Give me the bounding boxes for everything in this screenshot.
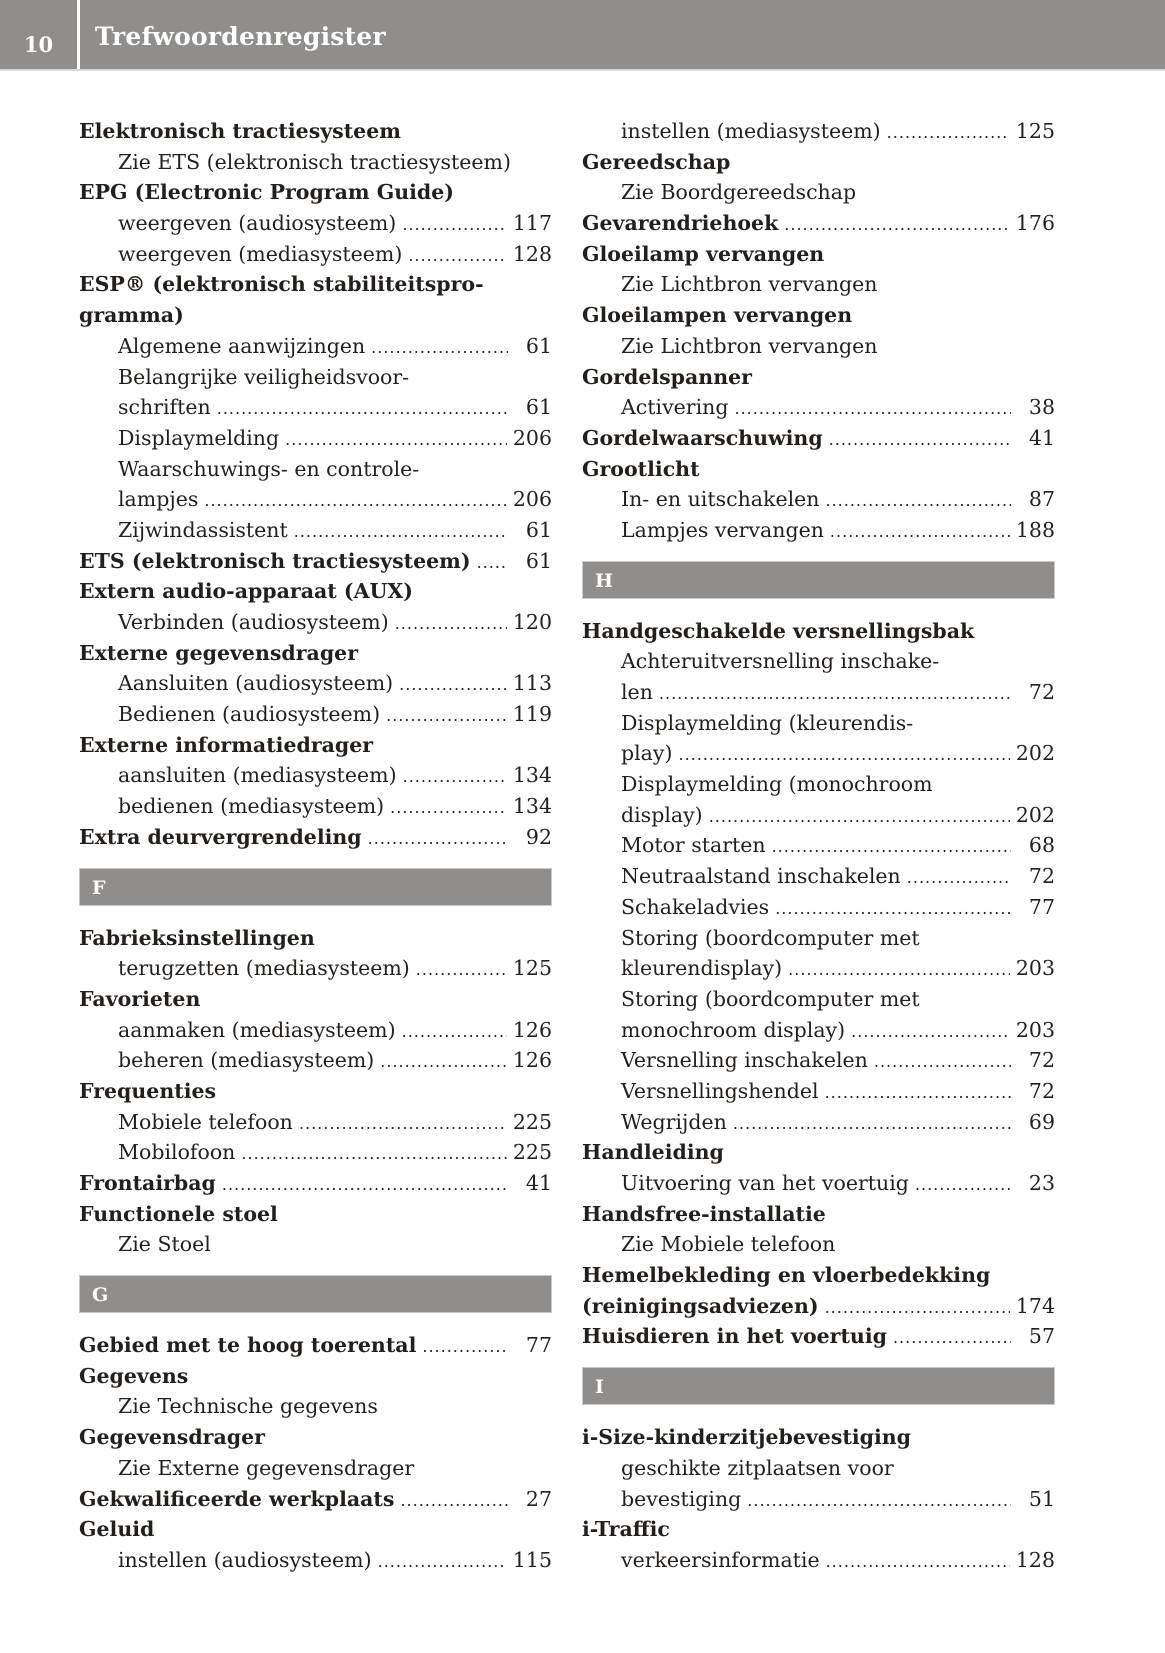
index-subentry (582, 708, 1055, 739)
index-subentry[interactable] (582, 892, 1055, 923)
entry-text: Gloeilampen vervangen (582, 303, 853, 328)
page-reference[interactable]: 203 (1015, 956, 1055, 981)
dot-leader (784, 210, 1010, 241)
index-subentry (582, 646, 1055, 677)
index-entry (79, 984, 552, 1015)
index-subentry[interactable] (582, 1076, 1055, 1107)
index-subentry[interactable] (79, 953, 552, 984)
page-reference[interactable]: 77 (525, 1333, 552, 1358)
index-subentry (79, 147, 552, 178)
section-letter-header: H (582, 561, 1055, 599)
index-subentry (582, 1453, 1055, 1484)
page-reference[interactable]: 176 (1015, 211, 1055, 236)
index-entry[interactable] (582, 423, 1055, 454)
index-entry (582, 239, 1055, 270)
page-reference[interactable]: 87 (1028, 487, 1055, 512)
entry-text: Mobiele telefoon (118, 1109, 293, 1134)
index-subentry[interactable] (582, 1045, 1055, 1076)
index-subentry[interactable] (582, 1484, 1055, 1515)
entry-text: Storing (boordcomputer met (621, 925, 920, 950)
index-entry (79, 730, 552, 761)
dot-leader (733, 1109, 1011, 1140)
dot-leader (390, 793, 507, 824)
page-reference[interactable]: 117 (512, 211, 552, 236)
index-subentry[interactable] (582, 1107, 1055, 1138)
entry-text: Hemelbekleding en vloerbedekking (582, 1263, 991, 1288)
index-entry (79, 177, 552, 208)
entry-text: len (621, 680, 653, 704)
entry-text: Gloeilamp vervangen (582, 241, 825, 266)
dot-leader (217, 394, 508, 425)
dot-leader (222, 1170, 508, 1201)
entry-text: (reinigingsadviezen) (582, 1293, 819, 1318)
page-reference[interactable]: 202 (1015, 741, 1055, 766)
entry-text: Zie Stoel (118, 1232, 211, 1257)
dot-leader (422, 1332, 508, 1363)
index-entry (79, 923, 552, 954)
index-subentry[interactable] (79, 484, 552, 515)
entry-text: Zijwindassistent (118, 517, 288, 542)
entry-text: ESP® (elektronisch stabiliteitspro- (79, 272, 484, 297)
entry-text: bevestiging (621, 1486, 742, 1511)
index-subentry (79, 1453, 552, 1484)
index-subentry[interactable] (582, 677, 1055, 708)
entry-text: Zie Boordgereedschap (621, 180, 857, 205)
entry-text: Belangrijke veiligheidsvoor- (118, 364, 410, 389)
page-reference[interactable]: 126 (512, 1048, 552, 1073)
page-reference[interactable]: 51 (1028, 1486, 1055, 1511)
entry-text: terugzetten (mediasysteem) (118, 956, 410, 981)
entry-text: kleurendisplay) (621, 956, 783, 981)
index-subentry (582, 769, 1055, 800)
index-subentry (582, 331, 1055, 362)
entry-text: In- en uitschakelen (621, 487, 820, 512)
page-reference[interactable]: 72 (1028, 680, 1055, 704)
entry-text: Versnellingshendel (621, 1078, 819, 1103)
page-reference[interactable]: 206 (512, 487, 552, 512)
index-subentry (582, 269, 1055, 300)
dot-leader (403, 762, 507, 793)
entry-text: Grootlicht (582, 456, 700, 481)
entry-text: Gordelspanner (582, 364, 752, 389)
page-reference[interactable]: 92 (525, 824, 552, 849)
entry-text: Algemene aanwijzingen (118, 333, 366, 358)
entry-text: Handleiding (582, 1140, 724, 1165)
index-entry[interactable] (79, 1330, 552, 1361)
index-subentry[interactable] (582, 800, 1055, 831)
page-reference[interactable]: 203 (1015, 1017, 1055, 1042)
page-reference[interactable]: 61 (525, 517, 552, 542)
index-entry (79, 116, 552, 147)
entry-text: Favorieten (79, 986, 201, 1011)
page-reference[interactable]: 61 (525, 548, 552, 573)
entry-text: Gegevens (79, 1363, 189, 1388)
index-subentry (582, 1229, 1055, 1260)
index-subentry (79, 362, 552, 393)
entry-text: Zie Lichtbron vervangen (621, 333, 878, 358)
page-reference[interactable]: 72 (1028, 1078, 1055, 1103)
index-subentry[interactable] (582, 1015, 1055, 1046)
index-entry (582, 1514, 1055, 1545)
index-subentry[interactable] (79, 1545, 552, 1576)
dot-leader (734, 394, 1011, 425)
index-subentry[interactable] (582, 830, 1055, 861)
entry-text: Frequenties (79, 1078, 217, 1103)
page-reference[interactable]: 77 (1028, 894, 1055, 919)
index-entry[interactable] (79, 546, 552, 577)
entry-text: Uitvoering van het voertuig (621, 1171, 909, 1195)
index-subentry[interactable] (79, 392, 552, 423)
entry-text: Lampjes vervangen (621, 517, 824, 542)
page-reference[interactable]: 128 (1015, 1547, 1055, 1572)
entry-text: Aansluiten (audiosysteem) (118, 671, 394, 696)
page-reference[interactable]: 119 (512, 702, 552, 727)
index-column-right (582, 116, 1055, 1576)
dot-leader (709, 802, 1010, 833)
dot-leader (915, 1170, 1011, 1201)
dot-leader (747, 1486, 1011, 1517)
index-entry (79, 638, 552, 669)
entry-text: Functionele stoel (79, 1201, 278, 1226)
entry-text: Huisdieren in het voertuig (582, 1324, 887, 1349)
dot-leader (788, 955, 1010, 986)
index-subentry[interactable] (79, 1107, 552, 1138)
entry-text: Zie Lichtbron vervangen (621, 272, 878, 297)
entry-text: Achteruitversnelling inschake- (621, 649, 940, 674)
dot-leader (399, 670, 507, 701)
entry-text: Extra deurvergrendeling (79, 824, 362, 849)
entry-text: instellen (mediasysteem) (621, 119, 881, 143)
page-reference[interactable]: 61 (525, 333, 552, 358)
dot-leader (907, 863, 1011, 894)
page-reference[interactable]: 134 (512, 763, 552, 788)
entry-text: display) (621, 802, 703, 827)
index-subentry (79, 454, 552, 485)
index-subentry[interactable] (582, 861, 1055, 892)
dot-leader (829, 425, 1011, 456)
entry-text: Gebied met te hoog toerental (79, 1333, 417, 1358)
entry-text: i-Traffic (582, 1517, 670, 1542)
page-reference[interactable]: 206 (512, 425, 552, 450)
entry-text: lampjes (118, 487, 199, 512)
dot-leader (386, 701, 507, 732)
index-entry (79, 300, 552, 331)
page-reference[interactable]: 120 (512, 610, 552, 634)
page-reference[interactable]: 113 (512, 671, 552, 696)
index-entry (79, 269, 552, 300)
index-subentry (582, 923, 1055, 954)
page-number: 10 (23, 32, 54, 57)
page-reference[interactable]: 61 (525, 395, 552, 420)
index-subentry (79, 1229, 552, 1260)
index-subentry[interactable] (79, 1015, 552, 1046)
index-entry[interactable] (582, 1321, 1055, 1352)
page-reference[interactable]: 23 (1028, 1171, 1055, 1195)
entry-text: Elektronisch tractiesysteem (79, 119, 401, 143)
page-reference[interactable]: 68 (1028, 833, 1055, 858)
entry-text: Storing (boordcomputer met (621, 986, 920, 1011)
dot-leader (285, 425, 507, 456)
page-title: Trefwoordenregister (95, 22, 386, 51)
index-entry (582, 300, 1055, 331)
entry-text: monochroom display) (621, 1017, 846, 1042)
page-reference[interactable]: 72 (1028, 1048, 1055, 1073)
page-reference[interactable]: 69 (1028, 1109, 1055, 1134)
index-column-left (79, 116, 552, 1576)
index-entry (582, 1422, 1055, 1453)
entry-text: bedienen (mediasysteem) (118, 794, 385, 819)
dot-leader (772, 832, 1011, 863)
index-entry (582, 1260, 1055, 1291)
entry-text: Extern audio-apparaat (AUX) (79, 579, 413, 604)
dot-leader (204, 486, 507, 517)
section-letter-header: I (582, 1367, 1055, 1405)
dot-leader (477, 548, 508, 579)
index-subentry (79, 1391, 552, 1422)
entry-text: beheren (mediasysteem) (118, 1048, 375, 1073)
entry-text: geschikte zitplaatsen voor (621, 1455, 894, 1480)
entry-text: Fabrieksinstellingen (79, 925, 315, 950)
entry-text: Activering (621, 395, 729, 420)
page-reference[interactable]: 72 (1028, 864, 1055, 889)
dot-leader (299, 1109, 507, 1140)
index-subentry[interactable] (79, 791, 552, 822)
index-subentry[interactable] (582, 738, 1055, 769)
index-subentry[interactable] (79, 1137, 552, 1168)
dot-leader (380, 1047, 507, 1078)
dot-leader (659, 679, 1011, 710)
entry-text: Zie Externe gegevensdrager (118, 1455, 415, 1480)
section-letter-header: G (79, 1275, 552, 1313)
index-subentry[interactable] (79, 208, 552, 239)
index-subentry[interactable] (79, 760, 552, 791)
index-subentry[interactable] (582, 392, 1055, 423)
index-subentry[interactable] (582, 953, 1055, 984)
entry-text: Handgeschakelde versnellingsbak (582, 618, 975, 643)
entry-text: Schakeladvies (621, 894, 770, 919)
page-reference[interactable]: 27 (525, 1486, 552, 1511)
dot-leader (825, 486, 1011, 517)
entry-text: Gereedschap (582, 149, 731, 174)
dot-leader (294, 517, 508, 548)
index-entry[interactable] (582, 1291, 1055, 1322)
entry-text: Gegevensdrager (79, 1425, 265, 1450)
dot-leader (678, 740, 1009, 771)
entry-text: schriften (118, 395, 211, 420)
index-subentry[interactable] (582, 1545, 1055, 1576)
dot-leader (400, 1486, 508, 1517)
entry-text: Gekwalificeerde werkplaats (79, 1486, 395, 1511)
entry-text: aanmaken (mediasysteem) (118, 1017, 396, 1042)
dot-leader (830, 517, 1010, 548)
index-entry (582, 1137, 1055, 1168)
page-reference[interactable]: 134 (512, 794, 552, 819)
entry-text: play) (621, 741, 673, 766)
dot-leader (371, 333, 508, 364)
index-subentry[interactable] (79, 668, 552, 699)
entry-text: Displaymelding (monochroom (621, 772, 933, 797)
entry-text: Neutraalstand inschakelen (621, 864, 901, 889)
index-entry[interactable] (79, 1168, 552, 1199)
entry-text: Externe informatiedrager (79, 732, 374, 757)
dot-leader (408, 241, 507, 272)
dot-leader (887, 118, 1010, 149)
dot-leader (368, 824, 508, 855)
entry-text: Verbinden (audiosysteem) (118, 610, 389, 634)
index-subentry[interactable] (582, 1168, 1055, 1199)
page-reference[interactable]: 126 (512, 1017, 552, 1042)
index-subentry[interactable] (79, 1045, 552, 1076)
entry-text: instellen (audiosysteem) (118, 1547, 372, 1572)
index-entry (582, 362, 1055, 393)
index-subentry[interactable] (582, 116, 1055, 147)
dot-leader (825, 1293, 1010, 1324)
entry-text: i-Size-kinderzitjebevestiging (582, 1425, 912, 1450)
index-subentry[interactable] (582, 484, 1055, 515)
index-entry (79, 1199, 552, 1230)
entry-text: verkeersinformatie (621, 1547, 820, 1572)
index-subentry[interactable] (79, 607, 552, 638)
section-letter-header: F (79, 868, 552, 906)
entry-text: Externe gegevensdrager (79, 640, 358, 665)
entry-text: Mobilofoon (118, 1140, 236, 1165)
entry-text: Motor starten (621, 833, 766, 858)
entry-text: Versnelling inschakelen (621, 1048, 868, 1073)
dot-leader (893, 1323, 1011, 1354)
entry-text: aansluiten (mediasysteem) (118, 763, 397, 788)
dot-leader (851, 1017, 1010, 1048)
index-entry (582, 616, 1055, 647)
page-reference[interactable]: 41 (1028, 425, 1055, 450)
entry-text: Zie Technische gegevens (118, 1394, 378, 1419)
page-reference[interactable]: 38 (1028, 395, 1055, 420)
dot-leader (395, 609, 507, 640)
entry-text: Zie ETS (elektronisch tractiesysteem) (118, 149, 511, 174)
index-entry (79, 1076, 552, 1107)
index-subentry[interactable] (79, 331, 552, 362)
entry-text: Bedienen (audiosysteem) (118, 702, 381, 727)
index-entry[interactable] (79, 822, 552, 853)
dot-leader (826, 1547, 1010, 1578)
entry-text: Gordelwaarschuwing (582, 425, 823, 450)
index-subentry (582, 177, 1055, 208)
page-header (0, 0, 1165, 71)
index-subentry (582, 984, 1055, 1015)
entry-text: Wegrijden (621, 1109, 727, 1134)
index-entry (582, 1199, 1055, 1230)
index-entry (79, 576, 552, 607)
page-reference[interactable]: 125 (512, 956, 552, 981)
entry-text: weergeven (audiosysteem) (118, 211, 397, 236)
entry-text: Zie Mobiele telefoon (621, 1232, 836, 1257)
index-entry (582, 454, 1055, 485)
page-reference[interactable]: 202 (1015, 802, 1055, 827)
page-reference[interactable]: 115 (512, 1547, 552, 1572)
dot-leader (775, 894, 1011, 925)
index-subentry[interactable] (79, 239, 552, 270)
entry-text: Displaymelding (118, 425, 280, 450)
entry-text: Gevarendriehoek (582, 211, 779, 236)
entry-text: weergeven (mediasysteem) (118, 241, 403, 266)
index-entry (79, 1422, 552, 1453)
index-entry[interactable] (79, 1484, 552, 1515)
entry-text: Waarschuwings- en controle- (118, 456, 420, 481)
page-reference[interactable]: 41 (525, 1171, 552, 1195)
entry-text: Handsfree-installatie (582, 1201, 826, 1226)
index-subentry[interactable] (79, 423, 552, 454)
page-reference[interactable]: 225 (512, 1109, 552, 1134)
page-reference[interactable]: 128 (512, 241, 552, 266)
index-entry (79, 1361, 552, 1392)
dot-leader (874, 1047, 1011, 1078)
dot-leader (825, 1078, 1011, 1109)
index-subentry[interactable] (582, 515, 1055, 546)
entry-text: EPG (Electronic Program Guide) (79, 180, 454, 205)
index-subentry[interactable] (79, 515, 552, 546)
page-reference[interactable]: 125 (1015, 119, 1055, 143)
index-entry[interactable] (582, 208, 1055, 239)
dot-leader (402, 1017, 507, 1048)
entry-text: Displaymelding (kleurendis- (621, 710, 914, 735)
page-reference[interactable]: 57 (1028, 1324, 1055, 1349)
page-reference[interactable]: 174 (1015, 1293, 1055, 1318)
index-entry (582, 147, 1055, 178)
header-divider (77, 0, 80, 69)
index-entry (79, 1514, 552, 1545)
dot-leader (402, 210, 507, 241)
page-reference[interactable]: 188 (1015, 517, 1055, 542)
entry-text: gramma) (79, 303, 184, 328)
entry-text: ETS (elektronisch tractiesysteem) (79, 548, 471, 573)
dot-leader (378, 1547, 507, 1578)
entry-text: Geluid (79, 1517, 155, 1542)
index-subentry[interactable] (79, 699, 552, 730)
entry-text: Frontairbag (79, 1171, 216, 1195)
page-reference[interactable]: 225 (512, 1140, 552, 1165)
dot-leader (241, 1139, 506, 1170)
dot-leader (416, 955, 507, 986)
